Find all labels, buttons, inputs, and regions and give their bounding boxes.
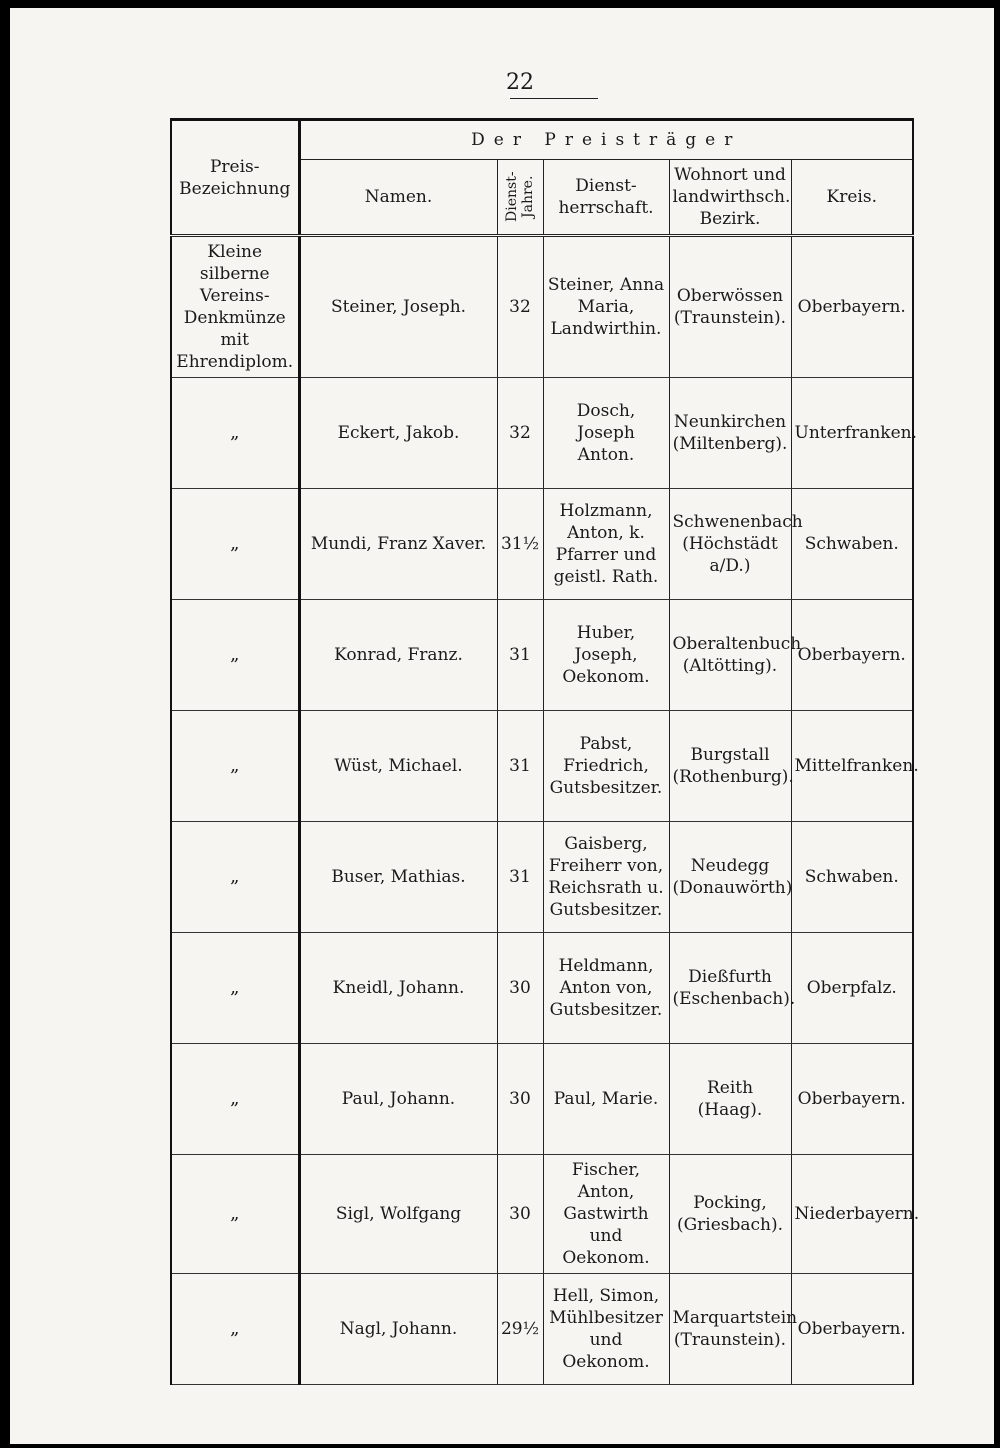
cell-jahre: 29½ xyxy=(497,1274,543,1385)
cell-jahre: 32 xyxy=(497,378,543,489)
cell-wohnort: Oberwössen (Traunstein). xyxy=(669,236,791,378)
cell-herrschaft: Fischer, Anton, Gastwirth und Oekonom. xyxy=(543,1155,669,1274)
cell-preis: „ xyxy=(171,1274,299,1385)
table-row xyxy=(171,378,913,489)
header-namen: Namen. xyxy=(299,160,497,236)
cell-jahre: 31 xyxy=(497,822,543,933)
cell-preis: „ xyxy=(171,489,299,600)
table-row xyxy=(171,711,913,822)
cell-wohnort: Neudegg (Donauwörth) xyxy=(669,822,791,933)
page-number-rule xyxy=(510,98,598,99)
cell-jahre: 31 xyxy=(497,600,543,711)
cell-kreis: Oberbayern. xyxy=(791,1274,913,1385)
cell-preis: „ xyxy=(171,378,299,489)
table-row xyxy=(171,822,913,933)
cell-jahre: 32 xyxy=(497,236,543,378)
cell-jahre: 30 xyxy=(497,1155,543,1274)
cell-wohnort: Dießfurth (Eschenbach). xyxy=(669,933,791,1044)
cell-herrschaft: Pabst, Friedrich, Gutsbesitzer. xyxy=(543,711,669,822)
cell-herrschaft: Dosch, Joseph Anton. xyxy=(543,378,669,489)
cell-wohnort: Marquartstein (Traunstein). xyxy=(669,1274,791,1385)
cell-wohnort: Oberaltenbuch (Altötting). xyxy=(669,600,791,711)
header-dienstherrschaft: Dienst-herrschaft. xyxy=(543,160,669,236)
cell-herrschaft: Huber, Joseph, Oekonom. xyxy=(543,600,669,711)
cell-wohnort: Burgstall (Rothenburg). xyxy=(669,711,791,822)
cell-kreis: Schwaben. xyxy=(791,822,913,933)
cell-kreis: Oberbayern. xyxy=(791,600,913,711)
cell-kreis: Schwaben. xyxy=(791,489,913,600)
cell-preis: Kleine silberne Vereins-Denkmünze mit Ehrendiplom. xyxy=(171,236,299,378)
header-kreis: Kreis. xyxy=(791,160,913,236)
cell-name: Nagl, Johann. xyxy=(299,1274,497,1385)
cell-wohnort: Neunkirchen (Miltenberg). xyxy=(669,378,791,489)
cell-herrschaft: Paul, Marie. xyxy=(543,1044,669,1155)
cell-name: Mundi, Franz Xaver. xyxy=(299,489,497,600)
cell-jahre: 31½ xyxy=(497,489,543,600)
table-row xyxy=(171,933,913,1044)
header-group: Der Preisträger xyxy=(299,120,913,160)
cell-kreis: Oberbayern. xyxy=(791,236,913,378)
table-row xyxy=(171,1274,913,1385)
cell-name: Sigl, Wolfgang xyxy=(299,1155,497,1274)
table-row xyxy=(171,600,913,711)
cell-kreis: Mittelfranken. xyxy=(791,711,913,822)
cell-jahre: 31 xyxy=(497,711,543,822)
table-row xyxy=(171,236,913,378)
cell-herrschaft: Heldmann, Anton von, Gutsbesitzer. xyxy=(543,933,669,1044)
prize-winners-table xyxy=(170,118,920,1385)
header-wohnort: Wohnort und landwirthsch. Bezirk. xyxy=(669,160,791,236)
cell-kreis: Oberbayern. xyxy=(791,1044,913,1155)
cell-wohnort: Pocking, (Griesbach). xyxy=(669,1155,791,1274)
cell-herrschaft: Gaisberg, Freiherr von, Reichsrath u. Gutsbesitzer. xyxy=(543,822,669,933)
cell-name: Paul, Johann. xyxy=(299,1044,497,1155)
cell-name: Steiner, Joseph. xyxy=(299,236,497,378)
cell-preis: „ xyxy=(171,822,299,933)
header-preis: Preis-Bezeichnung xyxy=(171,120,299,236)
table-row xyxy=(171,1155,913,1274)
cell-wohnort: Reith (Haag). xyxy=(669,1044,791,1155)
table-row xyxy=(171,1044,913,1155)
cell-kreis: Oberpfalz. xyxy=(791,933,913,1044)
cell-preis: „ xyxy=(171,1044,299,1155)
cell-kreis: Niederbayern. xyxy=(791,1155,913,1274)
cell-name: Konrad, Franz. xyxy=(299,600,497,711)
cell-wohnort: Schwenenbach (Höchstädt a/D.) xyxy=(669,489,791,600)
cell-herrschaft: Steiner, Anna Maria, Landwirthin. xyxy=(543,236,669,378)
cell-preis: „ xyxy=(171,1155,299,1274)
page-number: 22 xyxy=(506,70,534,95)
header-dienstjahre: Dienst-Jahre. xyxy=(497,160,543,236)
cell-preis: „ xyxy=(171,600,299,711)
cell-herrschaft: Hell, Simon, Mühlbesitzer und Oekonom. xyxy=(543,1274,669,1385)
cell-name: Kneidl, Johann. xyxy=(299,933,497,1044)
cell-name: Buser, Mathias. xyxy=(299,822,497,933)
cell-preis: „ xyxy=(171,933,299,1044)
cell-preis: „ xyxy=(171,711,299,822)
cell-herrschaft: Holzmann, Anton, k. Pfarrer und geistl. Rath. xyxy=(543,489,669,600)
cell-name: Eckert, Jakob. xyxy=(299,378,497,489)
cell-jahre: 30 xyxy=(497,1044,543,1155)
cell-kreis: Unterfranken. xyxy=(791,378,913,489)
cell-jahre: 30 xyxy=(497,933,543,1044)
cell-name: Wüst, Michael. xyxy=(299,711,497,822)
table-row xyxy=(171,489,913,600)
